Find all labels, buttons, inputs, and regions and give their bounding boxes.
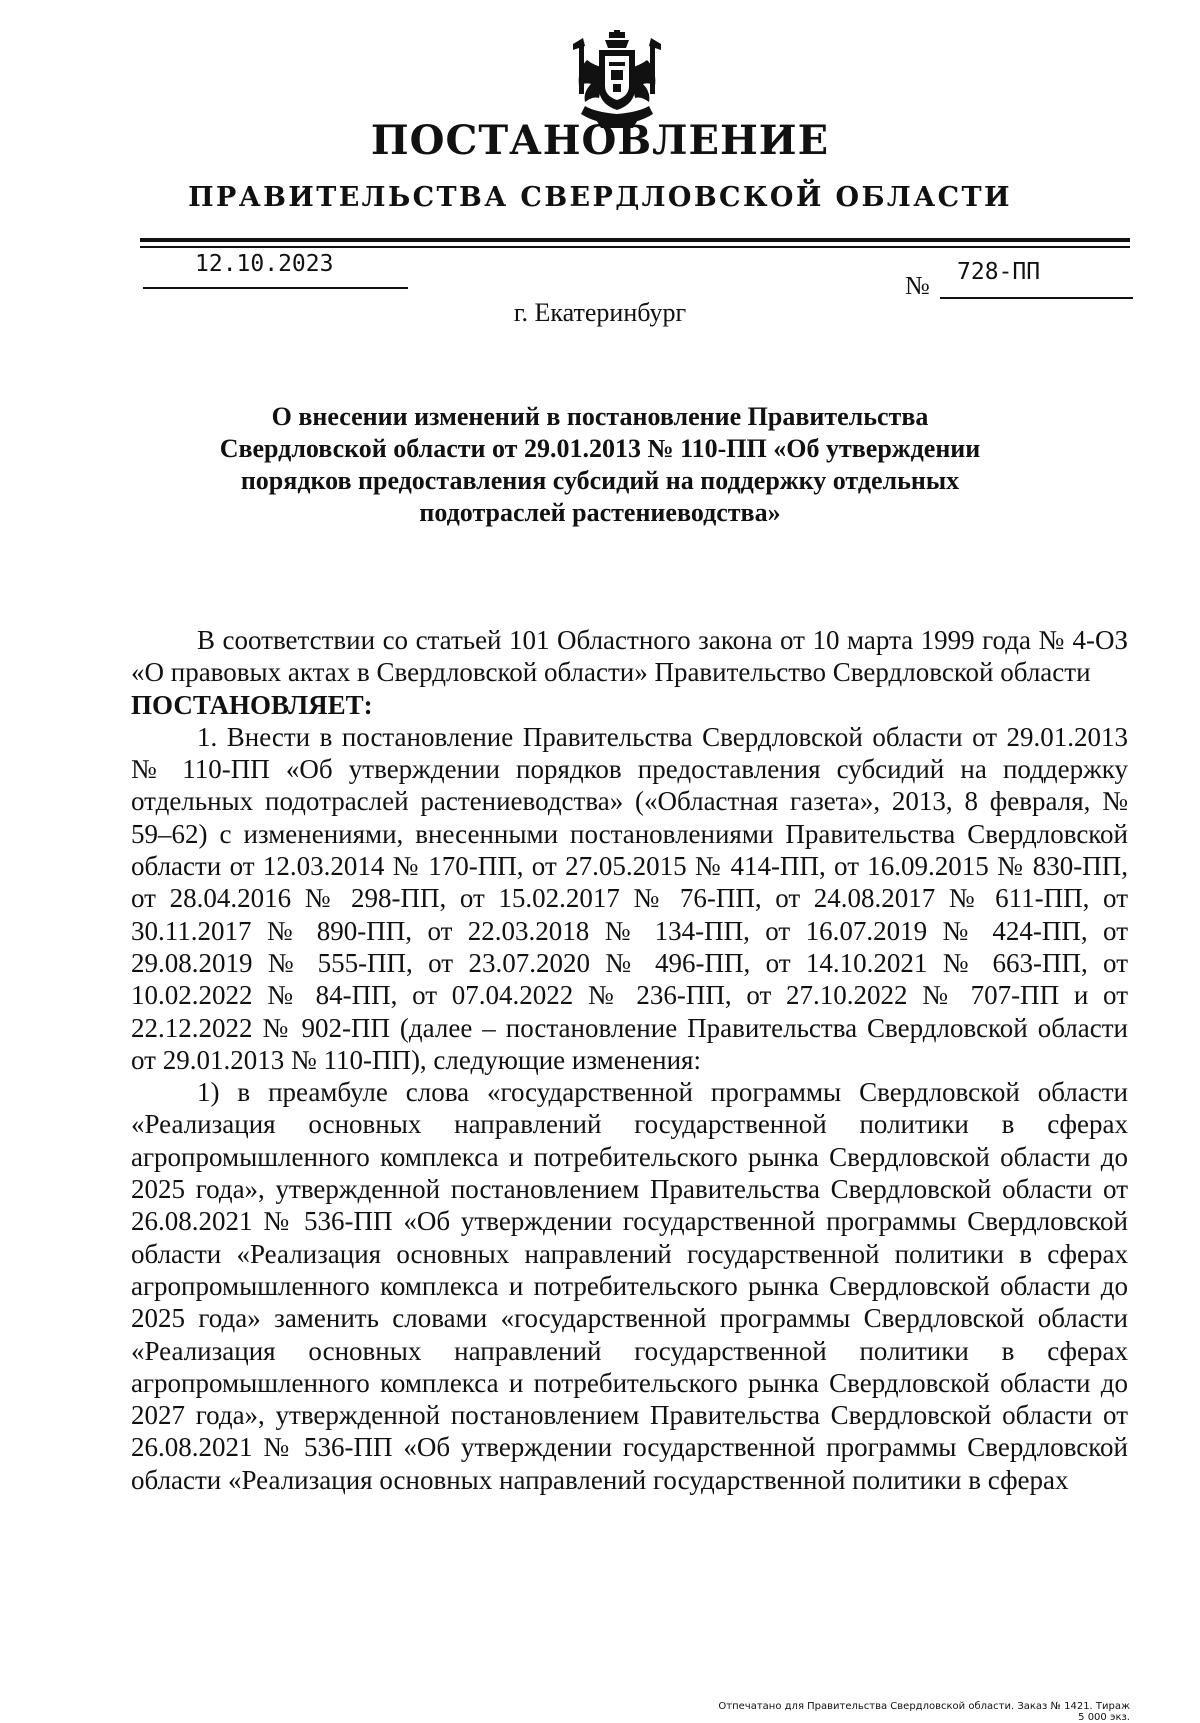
city-name: г. Екатеринбург xyxy=(513,298,687,327)
issuing-authority: ПРАВИТЕЛЬСТВА СВЕРДЛОВСКОЙ ОБЛАСТИ xyxy=(188,182,1012,213)
document-number: 728-ПП xyxy=(957,259,1041,285)
document-date: 12.10.2023 xyxy=(195,251,334,277)
date-underline xyxy=(143,287,408,289)
header-rule-thin xyxy=(140,246,1130,248)
subitem-1-paragraph: 1) в преамбуле слова «государственной программы Свердловской области «Реализация основных направлений государственной политики в сферах агропромышленного комплекса и потребительского рынка Свердловской области до 2025 года», утвержденной постановлением Правительства Свердловской области от 26.08.2021 № 536-ПП «Об утверждении государственной программы Свердловской области «Реализация основных направлений государственной политики в сферах агропромышленного комплекса и потребительского рынка Свердловской области до 2025 года» заменить словами «государственной программы Свердловской области «Реализация основных направлений государственной политики в сферах агропромышленного комплекса и потребительского рынка Свердловской области до 2027 года», утвержденной постановлением Правительства Свердловской области от 26.08.2021 № 536-ПП «Об утверждении государственной программы Свердловской области «Реализация основных направлений государственной политики в сферах xyxy=(131,1077,1128,1495)
document-type-title: ПОСТАНОВЛЕНИЕ xyxy=(370,117,830,164)
decree-word: ПОСТАНОВЛЯЕТ: xyxy=(131,689,373,720)
document-heading: О внесении изменений в постановление Правительства Свердловской области от 29.01.2013 № 110-ПП «Об утверждении порядков предоставления субсидий на поддержку отдельных подотраслей растениеводства» xyxy=(219,402,981,527)
number-sign: № xyxy=(905,271,930,300)
print-footer: Отпечатано для Правительства Свердловской области. Заказ № 1421. Тираж 5 000 экз. xyxy=(718,1701,1130,1723)
preamble-paragraph: В соответствии со статьей 101 Областного закона от 10 марта 1999 года № 4-ОЗ «О правовых актах в Свердловской области» Правительство Свердловской области xyxy=(131,625,1128,688)
header-rule-thick xyxy=(140,238,1130,242)
item-1-paragraph: 1. Внести в постановление Правительства Свердловской области от 29.01.2013 № 110-ПП «Об утверждении порядков предоставления субсидий на поддержку отдельных подотраслей растениеводства» («Областная газета», 2013, 8 февраля, № 59–62) с изменениями, внесенными постановлениями Правительства Свердловской области от 12.03.2014 № 170-ПП, от 27.05.2015 № 414-ПП, от 16.09.2015 № 830-ПП, от 28.04.2016 № 298-ПП, от 15.02.2017 № 76-ПП, от 24.08.2017 № 611-ПП, от 30.11.2017 № 890-ПП, от 22.03.2018 № 134-ПП, от 16.07.2019 № 424-ПП, от 29.08.2019 № 555-ПП, от 23.07.2020 № 496-ПП, от 14.10.2021 № 663-ПП, от 10.02.2022 № 84-ПП, от 07.04.2022 № 236-ПП, от 27.10.2022 № 707-ПП и от 22.12.2022 № 902-ПП (далее – постановление Правительства Свердловской области от 29.01.2013 № 110-ПП), следующие изменения: xyxy=(131,721,1128,1075)
document-body xyxy=(131,624,1128,1496)
